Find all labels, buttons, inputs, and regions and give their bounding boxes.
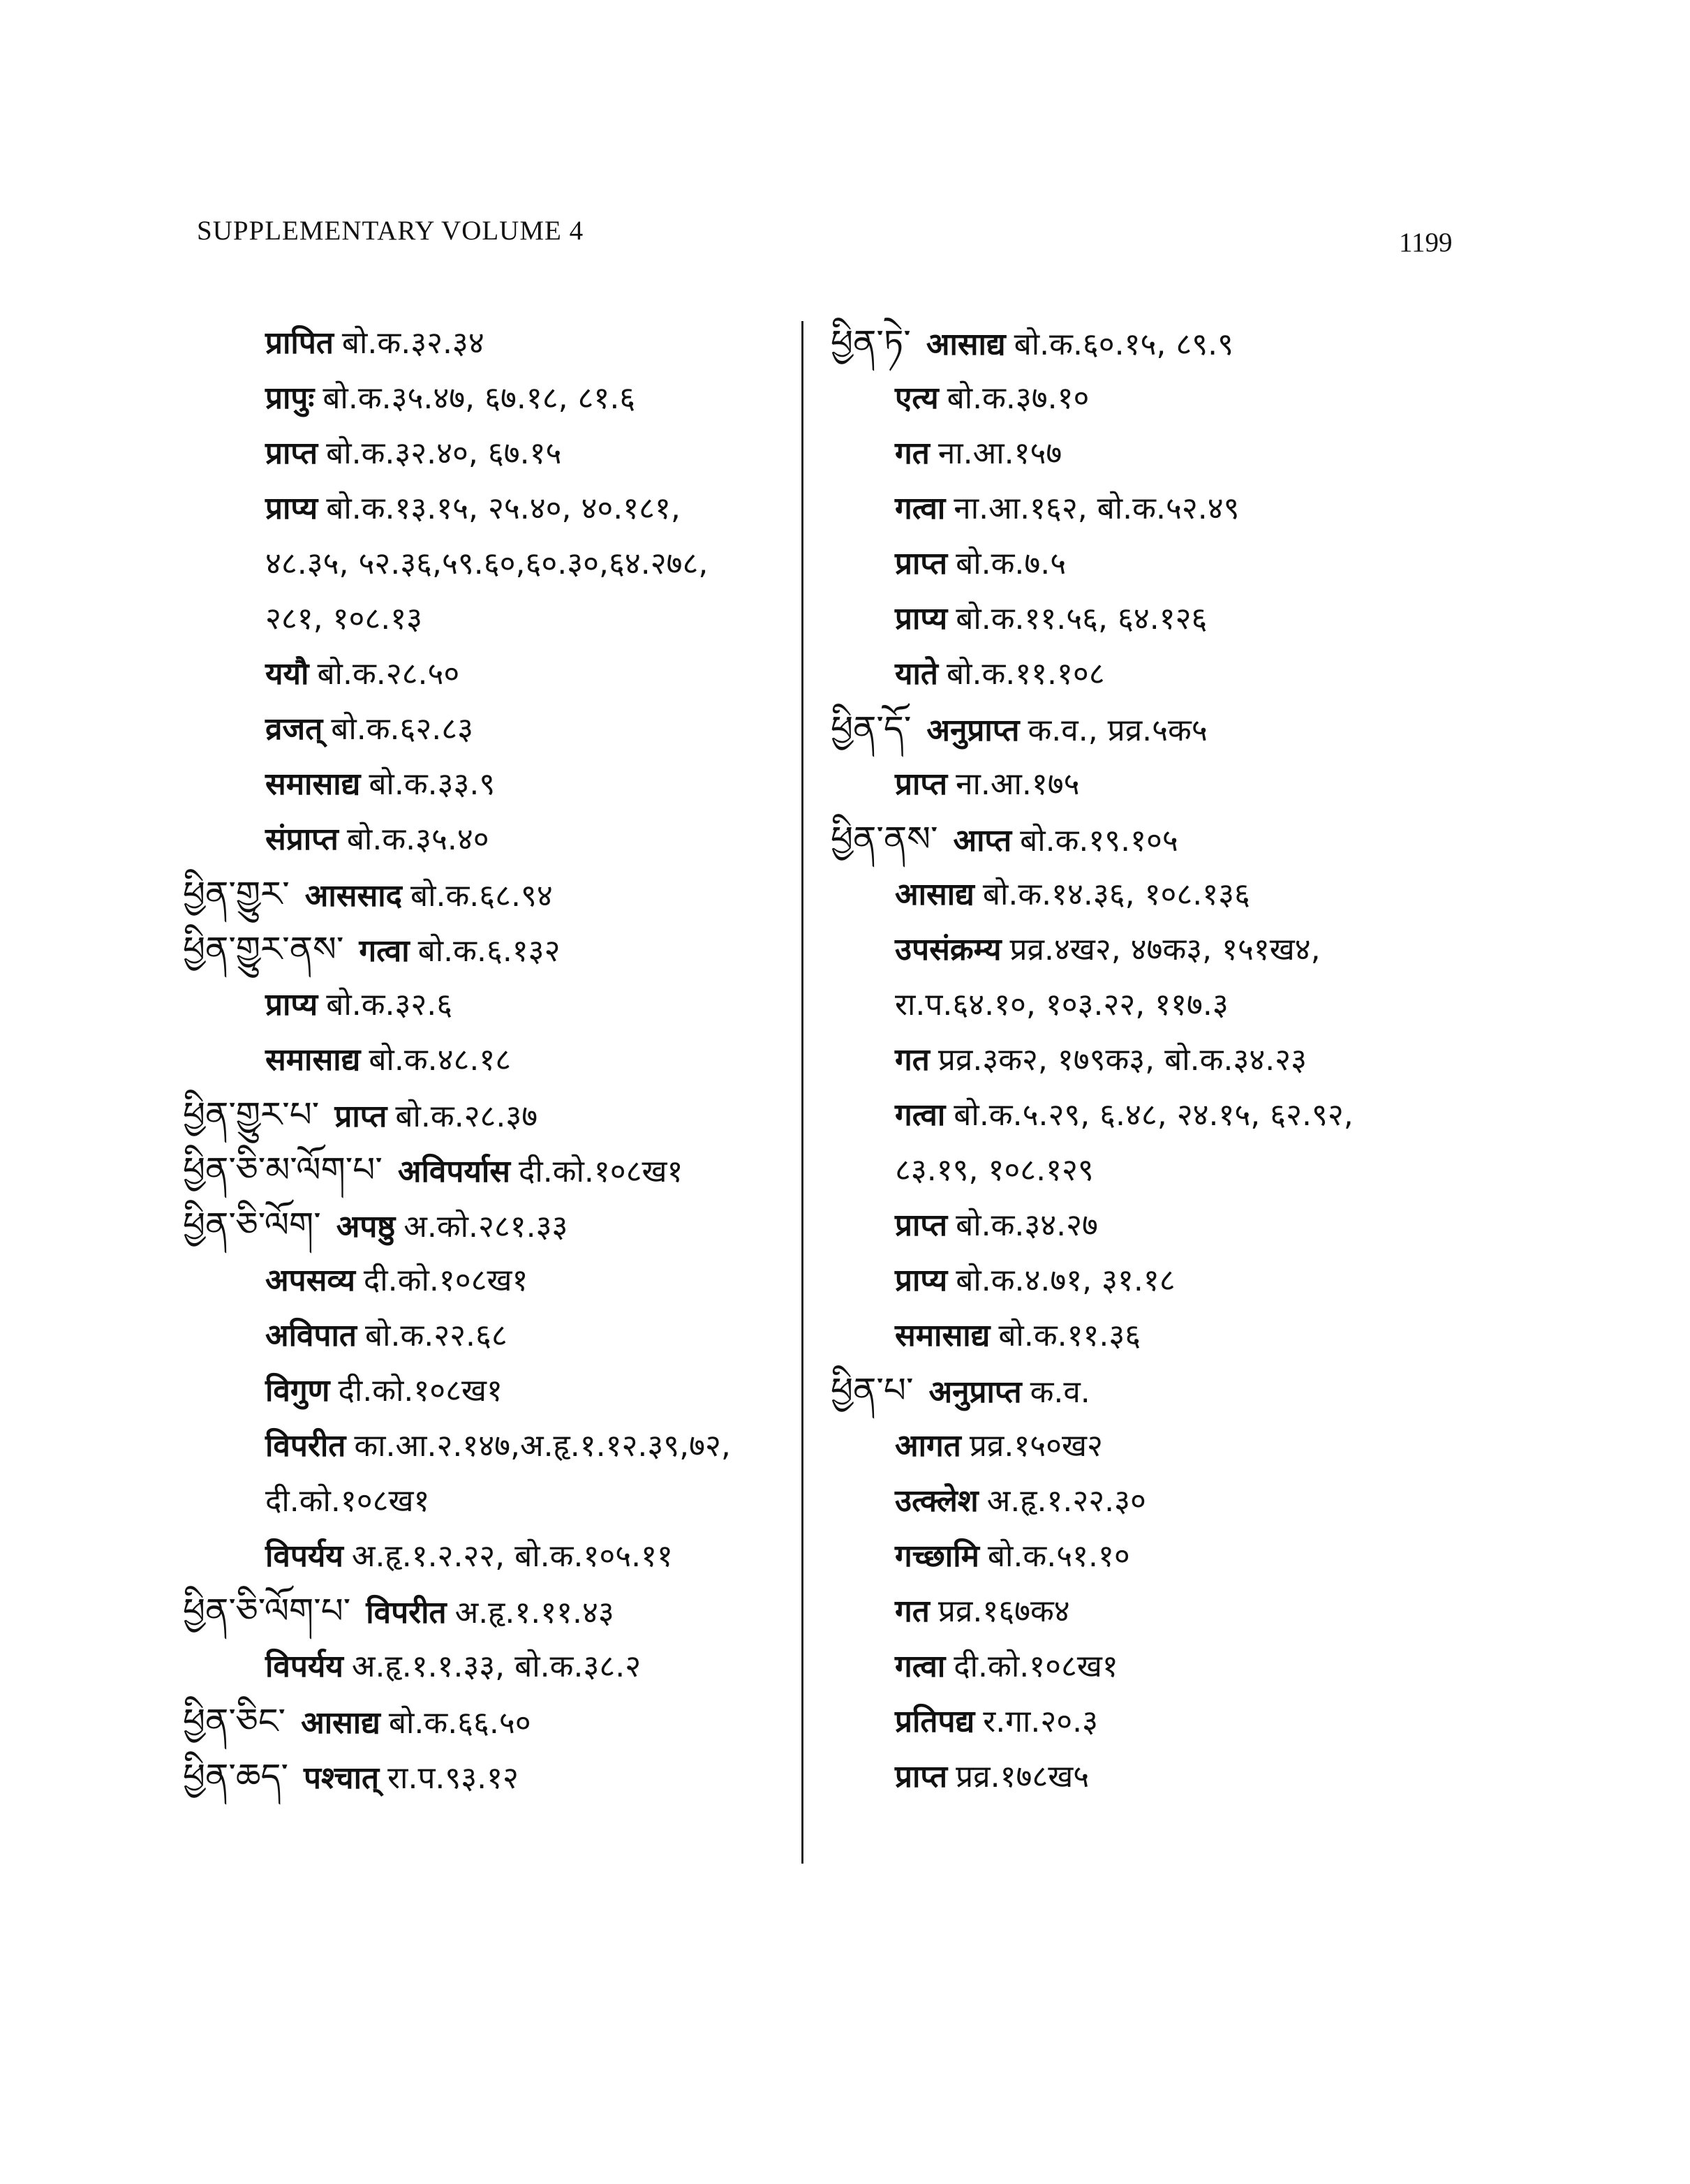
- sanskrit-headword: विपरीत: [265, 1428, 346, 1464]
- entry-continuation: [183, 536, 790, 591]
- entry-sub: [183, 812, 790, 867]
- sanskrit-headword: आप्त: [953, 823, 1012, 859]
- source-references: बो.क.३२.४०, ६७.१५: [326, 436, 562, 471]
- sanskrit-headword: गत्वा: [895, 1097, 946, 1133]
- running-header: SUPPLEMENTARY VOLUME 4: [197, 216, 584, 246]
- source-references: दी.को.१०८ख१: [265, 1483, 430, 1519]
- entry-main: [831, 812, 1487, 867]
- entry-sub: [183, 426, 790, 481]
- sanskrit-headword: आगत: [895, 1428, 961, 1464]
- source-references: बो.क.३५.४०: [346, 822, 489, 857]
- source-references: क.व., प्रव्र.५क५: [1028, 713, 1208, 748]
- entry-sub: [831, 591, 1487, 646]
- entry-sub: [831, 536, 1487, 591]
- tibetan-term: ཕྱིན་ཅིང་: [183, 1701, 286, 1741]
- sanskrit-headword: गत: [895, 1594, 930, 1629]
- source-references: बो.क.४.७१, ३१.१८: [956, 1263, 1176, 1298]
- sanskrit-headword: प्रापुः: [265, 380, 315, 416]
- source-references: प्रव्र.४ख२, ४७क३, १५१ख४,: [1009, 932, 1321, 967]
- sanskrit-headword: समासाद्य: [895, 1318, 991, 1353]
- source-references: बो.क.७.५: [956, 546, 1067, 581]
- entry-sub: [183, 646, 790, 701]
- sanskrit-headword: अपष्ठु: [336, 1209, 396, 1245]
- sanskrit-headword: अनुप्राप्त: [926, 713, 1020, 748]
- sanskrit-headword: पश्चात्: [303, 1760, 380, 1796]
- source-references: प्रव्र.१६७क४: [937, 1594, 1070, 1629]
- sanskrit-headword: अविपात: [265, 1318, 357, 1353]
- source-references: बो.क.६२.८३: [331, 711, 473, 747]
- entry-sub: [831, 646, 1487, 701]
- source-references: प्रव्र.१५०ख२: [969, 1428, 1103, 1464]
- sanskrit-headword: प्राप्त: [895, 1759, 948, 1795]
- entry-sub: [831, 1308, 1487, 1363]
- source-references: बो.क.५१.१०: [987, 1538, 1130, 1574]
- source-references: क.व.: [1030, 1374, 1090, 1410]
- source-references: बो.क.६.१३२: [417, 933, 561, 969]
- source-references: बो.क.२२.६८: [364, 1318, 507, 1353]
- sanskrit-headword: प्रापित: [265, 325, 334, 361]
- source-references: अ.हृ.१.२२.३०: [986, 1483, 1146, 1519]
- column-divider: [801, 321, 803, 1864]
- entry-sub: [831, 1694, 1487, 1749]
- entry-sub: [831, 1087, 1487, 1143]
- entry-sub: [183, 1032, 790, 1087]
- sanskrit-headword: प्राप्त: [265, 436, 318, 471]
- sanskrit-headword: प्राप्त: [334, 1099, 387, 1134]
- tibetan-term: ཕྱིན་ཅི་ལོག་: [183, 1205, 321, 1245]
- sanskrit-headword: गत: [895, 436, 930, 471]
- source-references: रा.प.९३.१२: [387, 1760, 519, 1796]
- sanskrit-headword: अविपर्यास: [397, 1154, 510, 1189]
- source-references: बो.क.११.१०८: [947, 656, 1105, 692]
- sanskrit-headword: गत्वा: [895, 1649, 946, 1684]
- source-references: ना.आ.१७५: [956, 766, 1080, 802]
- entry-sub: [831, 1639, 1487, 1694]
- sanskrit-headword: प्राप्य: [265, 491, 318, 526]
- entry-sub: [183, 481, 790, 536]
- sanskrit-headword: गत: [895, 1042, 930, 1078]
- entry-sub: [831, 1473, 1487, 1529]
- entry-sub: [831, 426, 1487, 481]
- source-references: दी.को.१०८ख१: [363, 1263, 528, 1298]
- entry-main: [183, 867, 790, 922]
- left-column: [183, 315, 790, 1804]
- sanskrit-headword: प्रतिपद्य: [895, 1704, 975, 1739]
- tibetan-term: ཕྱིན་གྱུར་པ་: [183, 1094, 320, 1135]
- entry-sub: [831, 1198, 1487, 1253]
- entry-sub: [831, 481, 1487, 536]
- sanskrit-headword: गच्छामि: [895, 1538, 979, 1574]
- source-references: अ.हृ.१.२.२२, बो.क.१०५.११: [351, 1538, 673, 1574]
- sanskrit-headword: विपर्यय: [265, 1649, 343, 1684]
- source-references: दी.को.१०८ख१: [519, 1154, 683, 1189]
- source-references: बो.क.३२.३४: [341, 325, 484, 361]
- source-references: बो.क.३४.२७: [956, 1208, 1098, 1243]
- entry-sub: [831, 1032, 1487, 1087]
- entry-sub: [183, 757, 790, 812]
- sanskrit-headword: प्राप्य: [895, 1263, 948, 1298]
- entry-sub: [831, 1418, 1487, 1473]
- source-references: ना.आ.१५७: [937, 436, 1062, 471]
- sanskrit-headword: प्राप्य: [895, 601, 948, 637]
- entry-main: [183, 1143, 790, 1198]
- source-references: का.आ.२.१४७,अ.हृ.१.१२.३९,७२,: [354, 1428, 731, 1464]
- source-references: बो.क.६०.१५, ८९.९: [1014, 327, 1234, 362]
- sanskrit-headword: प्राप्त: [895, 766, 948, 802]
- entry-sub: [183, 977, 790, 1032]
- entry-sub: [183, 1529, 790, 1584]
- source-references: बो.क.११.५६, ६४.१२६: [956, 601, 1208, 637]
- sanskrit-headword: ययौ: [265, 656, 309, 692]
- sanskrit-headword: उपसंक्रम्य: [895, 932, 1002, 967]
- entry-main: [183, 1749, 790, 1804]
- sanskrit-headword: संप्राप्त: [265, 822, 339, 857]
- sanskrit-headword: समासाद्य: [265, 766, 361, 802]
- entry-sub: [183, 1253, 790, 1308]
- source-references: र.गा.२०.३: [983, 1704, 1098, 1739]
- sanskrit-headword: उत्क्लेश: [895, 1483, 979, 1519]
- sanskrit-headword: एत्य: [895, 380, 939, 416]
- entry-sub: [183, 371, 790, 426]
- entry-sub: [831, 371, 1487, 426]
- entry-main: [183, 1584, 790, 1639]
- sanskrit-headword: विपरीत: [366, 1595, 447, 1630]
- source-references: दी.को.१०८ख१: [954, 1649, 1118, 1684]
- entry-main: [183, 1198, 790, 1253]
- source-references: बो.क.३७.१०: [947, 380, 1090, 416]
- entry-sub: [183, 1363, 790, 1418]
- sanskrit-headword: अपसव्य: [265, 1263, 355, 1298]
- tibetan-term: ཕྱིན་ཆད་: [183, 1756, 288, 1797]
- sanskrit-headword: प्राप्त: [895, 546, 948, 581]
- source-references: रा.प.६४.१०, १०३.२२, ११७.३: [895, 987, 1229, 1023]
- sanskrit-headword: आसाद्य: [895, 877, 974, 912]
- source-references: बो.क.६६.५०: [388, 1705, 531, 1741]
- sanskrit-headword: गत्वा: [359, 933, 410, 969]
- tibetan-term: ཕྱིན་གྱུར་: [183, 874, 290, 914]
- sanskrit-headword: गत्वा: [895, 491, 946, 526]
- entry-main: [831, 315, 1487, 371]
- entry-sub: [831, 1584, 1487, 1639]
- entry-sub: [831, 867, 1487, 922]
- entry-continuation: [831, 1143, 1487, 1198]
- entry-continuation: [183, 591, 790, 646]
- source-references: बो.क.३५.४७, ६७.१८, ८१.६: [323, 380, 636, 416]
- source-references: बो.क.१३.१५, २५.४०, ४०.१८१,: [326, 491, 681, 526]
- entry-main: [831, 701, 1487, 757]
- entry-sub: [831, 1749, 1487, 1804]
- sanskrit-headword: आसाद्य: [926, 327, 1006, 362]
- sanskrit-headword: प्राप्य: [265, 987, 318, 1023]
- source-references: बो.क.४८.१८: [369, 1042, 512, 1078]
- page-number: 1199: [1399, 228, 1453, 258]
- source-references: ना.आ.१६२, बो.क.५२.४९: [954, 491, 1240, 526]
- source-references: बो.क.५.२९, ६.४८, २४.१५, ६२.९२,: [954, 1097, 1354, 1133]
- entry-sub: [183, 701, 790, 757]
- source-references: अ.हृ.१.१.३३, बो.क.३८.२: [351, 1649, 642, 1684]
- tibetan-term: ཕྱིན་དོ་: [831, 708, 912, 749]
- sanskrit-headword: अनुप्राप्त: [928, 1374, 1022, 1410]
- sanskrit-headword: विपर्यय: [265, 1538, 343, 1574]
- tibetan-term: ཕྱིན་ཅི་ལོག་པ་: [183, 1591, 351, 1631]
- sanskrit-headword: आसाद्य: [301, 1705, 380, 1741]
- source-references: ८३.१९, १०८.१२९: [895, 1152, 1094, 1188]
- sanskrit-headword: याते: [895, 656, 938, 692]
- source-references: बो.क.३२.६: [326, 987, 453, 1023]
- entry-sub: [183, 1639, 790, 1694]
- entry-main: [183, 1694, 790, 1749]
- source-references: बो.क.२८.३७: [395, 1099, 538, 1134]
- entry-continuation: [183, 1473, 790, 1529]
- sanskrit-headword: प्राप्त: [895, 1208, 948, 1243]
- source-references: प्रव्र.३क२, १७९क३, बो.क.३४.२३: [937, 1042, 1307, 1078]
- tibetan-term: ཕྱིན་ཅི་མ་ལོག་པ་: [183, 1150, 383, 1190]
- source-references: ४८.३५, ५२.३६,५९.६०,६०.३०,६४.२७८,: [265, 546, 709, 581]
- source-references: बो.क.१४.३६, १०८.१३६: [982, 877, 1250, 912]
- entry-sub: [831, 922, 1487, 977]
- tibetan-term: ཕྱིན་པ་: [831, 1370, 914, 1411]
- entry-sub: [183, 315, 790, 371]
- source-references: बो.क.१९.१०५: [1020, 823, 1178, 859]
- source-references: बो.क.११.३६: [998, 1318, 1141, 1353]
- entry-sub: [831, 1529, 1487, 1584]
- entry-main: [183, 922, 790, 977]
- source-references: बो.क.३३.९: [369, 766, 496, 802]
- sanskrit-headword: समासाद्य: [265, 1042, 361, 1078]
- tibetan-term: ཕྱིན་ཏེ་: [831, 322, 911, 363]
- entry-sub: [831, 1253, 1487, 1308]
- source-references: दी.को.१०८ख१: [338, 1373, 503, 1409]
- source-references: अ.को.२८१.३३: [403, 1209, 568, 1245]
- entry-main: [831, 1363, 1487, 1418]
- source-references: बो.क.२८.५०: [317, 656, 460, 692]
- tibetan-term: ཕྱིན་ནས་: [831, 819, 938, 859]
- entry-sub: [183, 1418, 790, 1473]
- sanskrit-headword: व्रजत्: [265, 711, 323, 747]
- tibetan-term: ཕྱིན་གྱུར་ནས་: [183, 929, 344, 970]
- source-references: २८१, १०८.१३: [265, 601, 422, 637]
- entry-continuation: [831, 977, 1487, 1032]
- sanskrit-headword: आससाद: [304, 878, 402, 914]
- sanskrit-headword: विगुण: [265, 1373, 330, 1409]
- entry-sub: [831, 757, 1487, 812]
- source-references: अ.हृ.१.११.४३: [454, 1595, 614, 1630]
- source-references: प्रव्र.१७८ख५: [956, 1759, 1090, 1795]
- entry-sub: [183, 1308, 790, 1363]
- right-column: [831, 315, 1487, 1804]
- entry-main: [183, 1087, 790, 1143]
- source-references: बो.क.६८.९४: [410, 878, 553, 914]
